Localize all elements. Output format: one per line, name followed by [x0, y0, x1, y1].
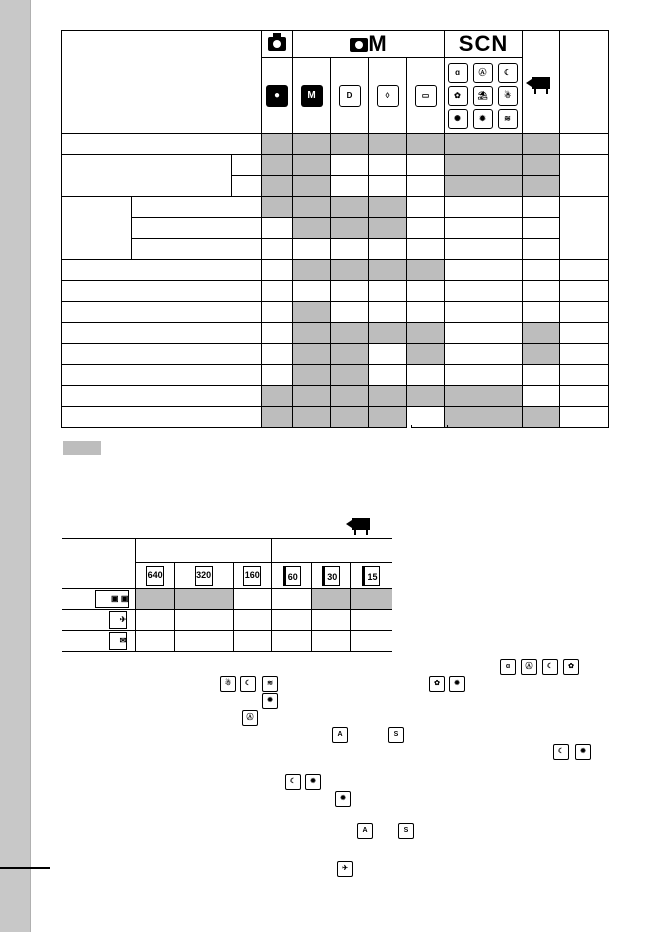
legend-shaded-swatch [63, 441, 101, 455]
frame-rate-60-icon: 60 [283, 566, 301, 586]
sub-digital-cell [331, 58, 369, 134]
auto-a-icon: A [357, 823, 373, 839]
table-row [62, 407, 609, 428]
fast-frame-rate-icon: ✈ [337, 861, 353, 877]
indoor-icon: ✹ [449, 676, 465, 692]
page-edge-line [30, 0, 31, 932]
header-blank-right [560, 31, 609, 134]
movie-camera-icon [352, 518, 370, 530]
manual-sub-icon: M [301, 85, 323, 107]
snow-icon: ☃ [498, 86, 518, 106]
resolution-640-icon: 640 [146, 566, 164, 586]
table-row [62, 260, 609, 281]
night-icon: ☾ [553, 744, 569, 760]
auto-mode-header [262, 31, 293, 58]
auto-s-icon: S [398, 823, 414, 839]
kids-pets-icon: Ⓐ [473, 63, 493, 83]
table-row [62, 197, 609, 218]
sub-special-cell [407, 58, 445, 134]
digital-macro-icon: D [339, 85, 361, 107]
function-availability-table [61, 30, 609, 428]
table-row [62, 134, 609, 155]
movie-mode-header [523, 31, 560, 134]
camera-icon [268, 37, 286, 51]
frame-rate-15-icon: 15 [362, 566, 380, 586]
movie-camera-icon [532, 77, 550, 89]
night-icon: ☾ [285, 774, 301, 790]
table-row [62, 155, 609, 176]
indoor-icon: ✹ [473, 109, 493, 129]
table-row [62, 302, 609, 323]
table-row [62, 344, 609, 365]
kids-pets-icon: Ⓐ [242, 710, 258, 726]
page-rule [0, 867, 50, 869]
table-row [62, 239, 609, 260]
table-row [62, 631, 392, 652]
scn-mode-header [445, 31, 523, 58]
email-movie-icon: ✉ [109, 632, 127, 650]
auto-s-icon: S [388, 727, 404, 743]
underwater-icon: ≋ [262, 676, 278, 692]
fast-frame-rate-icon: ✈ [109, 611, 127, 629]
sub-manual-cell [293, 58, 331, 134]
movie-settings-table [62, 538, 392, 652]
table-row [62, 386, 609, 407]
table-row [62, 218, 609, 239]
indoor-icon: ✹ [335, 791, 351, 807]
kids-pets-icon: Ⓐ [521, 659, 537, 675]
portrait-icon: ɑ [500, 659, 516, 675]
frame-rate-30-icon: 30 [322, 566, 340, 586]
page-edge-strip [0, 0, 30, 932]
resolution-160-icon: 160 [243, 566, 261, 586]
auto-sub-icon: ● [266, 85, 288, 107]
manual-mode-header [293, 31, 445, 58]
table-row [62, 589, 392, 610]
foliage-icon: ✿ [448, 86, 468, 106]
night-icon: ☾ [240, 676, 256, 692]
scn-label: SCN [458, 31, 509, 56]
underwater-icon: ≋ [498, 109, 518, 129]
snow-icon: ☃ [220, 676, 236, 692]
foliage-icon: ✿ [563, 659, 579, 675]
table-tail [411, 425, 448, 428]
auto-a-icon: A [332, 727, 348, 743]
sub-auto-cell [262, 58, 293, 134]
foliage-icon: ✿ [429, 676, 445, 692]
beach-icon: ⛱ [473, 86, 493, 106]
night-icon: ☾ [498, 63, 518, 83]
indoor-icon: ✹ [262, 693, 278, 709]
sub-stitch-cell [369, 58, 407, 134]
header-blank-cell [62, 31, 262, 134]
table-row [62, 365, 609, 386]
indoor-icon: ✹ [305, 774, 321, 790]
camera-m-icon: M [350, 31, 386, 56]
stitch-assist-icon: ◊ [377, 85, 399, 107]
table-row [62, 610, 392, 631]
scn-icons-cell [445, 58, 523, 134]
table-row [62, 323, 609, 344]
fireworks-icon: ✺ [448, 109, 468, 129]
portrait-icon: ɑ [448, 63, 468, 83]
resolution-320-icon: 320 [195, 566, 213, 586]
night-icon: ☾ [542, 659, 558, 675]
indoor-icon: ✹ [575, 744, 591, 760]
standard-movie-icon: ▣ ▣ [95, 590, 129, 608]
scn-icon-grid [445, 63, 522, 129]
special-scene-icon: ▭ [415, 85, 437, 107]
table-row [62, 281, 609, 302]
